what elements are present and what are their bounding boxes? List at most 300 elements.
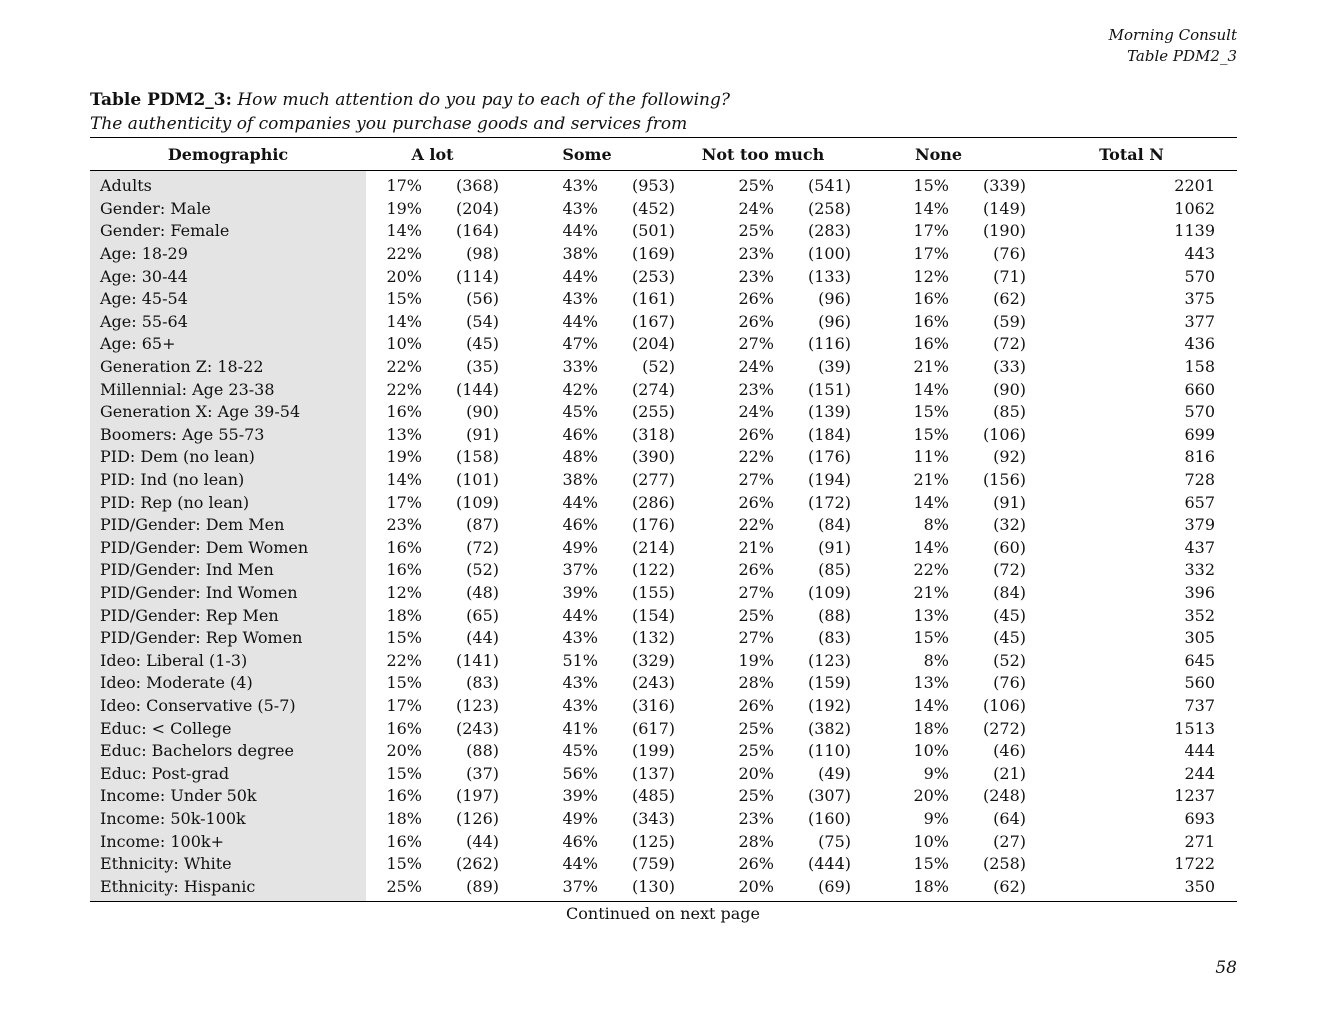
col-header-total-n: Total N: [1026, 138, 1237, 171]
total-n: 570: [1184, 266, 1215, 286]
some-percent: 44%: [562, 221, 598, 241]
not-too-much-count: (192): [807, 695, 851, 715]
a-lot-count: (141): [455, 650, 499, 670]
some-count: (452): [631, 198, 675, 218]
not-too-much-count: (176): [807, 447, 851, 467]
a-lot-count: (101): [455, 470, 499, 490]
none-percent: 9%: [923, 763, 949, 783]
demographic-label: Ideo: Conservative (5-7): [90, 695, 366, 718]
none-percent: 8%: [923, 650, 949, 670]
a-lot-percent: 23%: [386, 515, 422, 535]
a-lot-percent: 18%: [386, 808, 422, 828]
some-percent: 44%: [562, 311, 598, 331]
a-lot-count: (114): [455, 266, 499, 286]
some-count: (132): [631, 628, 675, 648]
a-lot-count: (52): [466, 560, 499, 580]
table-row: [90, 537, 1237, 560]
not-too-much-percent: 26%: [738, 695, 774, 715]
none-count: (248): [982, 786, 1026, 806]
demographic-label: PID: Dem (no lean): [90, 446, 366, 469]
not-too-much-percent: 26%: [738, 492, 774, 512]
none-count: (190): [982, 221, 1026, 241]
a-lot-percent: 10%: [386, 334, 422, 354]
table-row: [90, 604, 1237, 627]
none-percent: 21%: [913, 357, 949, 377]
some-count: (390): [631, 447, 675, 467]
demographic-label: Income: 50k-100k: [90, 808, 366, 831]
a-lot-percent: 16%: [386, 786, 422, 806]
none-percent: 14%: [913, 198, 949, 218]
none-count: (85): [993, 402, 1026, 422]
a-lot-count: (262): [455, 854, 499, 874]
demographic-label: PID/Gender: Rep Men: [90, 604, 366, 627]
page-number: 58: [1215, 958, 1237, 978]
col-header-some: Some: [499, 138, 675, 171]
demographic-label: Gender: Male: [90, 198, 366, 221]
some-count: (343): [631, 808, 675, 828]
a-lot-count: (37): [466, 763, 499, 783]
not-too-much-percent: 25%: [738, 221, 774, 241]
total-n: 728: [1184, 470, 1215, 490]
none-count: (156): [982, 470, 1026, 490]
some-percent: 43%: [562, 695, 598, 715]
none-percent: 16%: [913, 334, 949, 354]
some-percent: 43%: [562, 673, 598, 693]
some-percent: 37%: [562, 876, 598, 896]
some-percent: 46%: [562, 424, 598, 444]
table-row: [90, 853, 1237, 876]
table-caption: [90, 88, 1237, 136]
demographic-label: Income: Under 50k: [90, 785, 366, 808]
a-lot-count: (91): [466, 424, 499, 444]
not-too-much-percent: 27%: [738, 334, 774, 354]
a-lot-count: (44): [466, 628, 499, 648]
not-too-much-count: (194): [807, 470, 851, 490]
demographic-label: PID/Gender: Rep Women: [90, 627, 366, 650]
none-percent: 14%: [913, 537, 949, 557]
some-count: (204): [631, 334, 675, 354]
none-count: (71): [993, 266, 1026, 286]
table-row: [90, 695, 1237, 718]
a-lot-count: (48): [466, 582, 499, 602]
table-row: [90, 356, 1237, 379]
table-row: [90, 627, 1237, 650]
a-lot-percent: 19%: [386, 198, 422, 218]
none-count: (33): [993, 357, 1026, 377]
total-n: 699: [1184, 424, 1215, 444]
total-n: 352: [1184, 605, 1215, 625]
table-row: [90, 469, 1237, 492]
a-lot-percent: 22%: [386, 379, 422, 399]
none-count: (32): [993, 515, 1026, 535]
table-row: [90, 311, 1237, 334]
a-lot-count: (44): [466, 831, 499, 851]
none-percent: 21%: [913, 470, 949, 490]
a-lot-percent: 25%: [386, 876, 422, 896]
not-too-much-count: (283): [807, 221, 851, 241]
table-row: [90, 378, 1237, 401]
not-too-much-percent: 25%: [738, 176, 774, 196]
not-too-much-count: (123): [807, 650, 851, 670]
some-count: (274): [631, 379, 675, 399]
col-header-demographic: Demographic: [90, 138, 366, 171]
table-row: [90, 333, 1237, 356]
some-percent: 49%: [562, 537, 598, 557]
a-lot-percent: 17%: [386, 492, 422, 512]
demographic-label: Educ: Bachelors degree: [90, 740, 366, 763]
demographic-label: PID: Rep (no lean): [90, 491, 366, 514]
total-n: 437: [1184, 537, 1215, 557]
none-count: (62): [993, 876, 1026, 896]
none-percent: 12%: [913, 266, 949, 286]
a-lot-count: (87): [466, 515, 499, 535]
col-header-none: None: [851, 138, 1026, 171]
not-too-much-count: (382): [807, 718, 851, 738]
total-n: 271: [1184, 831, 1215, 851]
some-count: (255): [631, 402, 675, 422]
a-lot-percent: 19%: [386, 447, 422, 467]
none-percent: 10%: [913, 831, 949, 851]
not-too-much-percent: 19%: [738, 650, 774, 670]
none-percent: 15%: [913, 628, 949, 648]
some-percent: 51%: [562, 650, 598, 670]
none-count: (76): [993, 244, 1026, 264]
a-lot-count: (56): [466, 289, 499, 309]
some-percent: 38%: [562, 470, 598, 490]
some-count: (243): [631, 673, 675, 693]
some-percent: 38%: [562, 244, 598, 264]
not-too-much-count: (172): [807, 492, 851, 512]
a-lot-percent: 12%: [386, 582, 422, 602]
not-too-much-percent: 22%: [738, 515, 774, 535]
a-lot-count: (164): [455, 221, 499, 241]
a-lot-percent: 18%: [386, 605, 422, 625]
table-row: [90, 649, 1237, 672]
demographic-label: Educ: Post-grad: [90, 762, 366, 785]
none-percent: 15%: [913, 402, 949, 422]
table-row: [90, 875, 1237, 901]
total-n: 1513: [1174, 718, 1215, 738]
none-percent: 16%: [913, 289, 949, 309]
not-too-much-percent: 20%: [738, 876, 774, 896]
total-n: 570: [1184, 402, 1215, 422]
some-percent: 46%: [562, 831, 598, 851]
not-too-much-count: (85): [818, 560, 851, 580]
none-percent: 14%: [913, 492, 949, 512]
none-count: (258): [982, 854, 1026, 874]
not-too-much-count: (184): [807, 424, 851, 444]
a-lot-percent: 14%: [386, 311, 422, 331]
table-row: [90, 171, 1237, 198]
none-count: (59): [993, 311, 1026, 331]
none-count: (45): [993, 605, 1026, 625]
a-lot-percent: 15%: [386, 673, 422, 693]
some-percent: 44%: [562, 492, 598, 512]
table-row: [90, 220, 1237, 243]
demographic-label: PID: Ind (no lean): [90, 469, 366, 492]
table-row: [90, 740, 1237, 763]
some-count: (130): [631, 876, 675, 896]
table-row: [90, 785, 1237, 808]
some-percent: 43%: [562, 198, 598, 218]
a-lot-percent: 22%: [386, 357, 422, 377]
demographic-label: Educ: < College: [90, 717, 366, 740]
a-lot-count: (54): [466, 311, 499, 331]
some-percent: 41%: [562, 718, 598, 738]
some-count: (52): [642, 357, 675, 377]
table-row: [90, 672, 1237, 695]
none-percent: 15%: [913, 424, 949, 444]
total-n: 244: [1184, 763, 1215, 783]
a-lot-count: (65): [466, 605, 499, 625]
not-too-much-count: (541): [807, 176, 851, 196]
a-lot-percent: 14%: [386, 221, 422, 241]
total-n: 1237: [1174, 786, 1215, 806]
none-count: (60): [993, 537, 1026, 557]
some-count: (155): [631, 582, 675, 602]
a-lot-count: (88): [466, 741, 499, 761]
some-count: (485): [631, 786, 675, 806]
total-n: 1139: [1174, 221, 1215, 241]
not-too-much-count: (83): [818, 628, 851, 648]
none-count: (52): [993, 650, 1026, 670]
not-too-much-percent: 26%: [738, 854, 774, 874]
demographic-label: Ideo: Moderate (4): [90, 672, 366, 695]
demographic-label: Generation Z: 18-22: [90, 356, 366, 379]
demographic-label: Generation X: Age 39-54: [90, 401, 366, 424]
not-too-much-count: (110): [807, 741, 851, 761]
some-percent: 33%: [562, 357, 598, 377]
a-lot-percent: 15%: [386, 628, 422, 648]
demographic-label: Ideo: Liberal (1-3): [90, 649, 366, 672]
not-too-much-count: (96): [818, 311, 851, 331]
some-count: (199): [631, 741, 675, 761]
demographic-label: Age: 55-64: [90, 311, 366, 334]
some-count: (169): [631, 244, 675, 264]
some-percent: 43%: [562, 628, 598, 648]
total-n: 1722: [1174, 854, 1215, 874]
a-lot-percent: 17%: [386, 176, 422, 196]
none-count: (62): [993, 289, 1026, 309]
none-percent: 18%: [913, 876, 949, 896]
a-lot-percent: 20%: [386, 741, 422, 761]
none-count: (72): [993, 560, 1026, 580]
not-too-much-percent: 26%: [738, 311, 774, 331]
some-percent: 49%: [562, 808, 598, 828]
total-n: 560: [1184, 673, 1215, 693]
a-lot-count: (123): [455, 695, 499, 715]
table-row: [90, 717, 1237, 740]
none-percent: 14%: [913, 379, 949, 399]
demographic-label: PID/Gender: Dem Men: [90, 514, 366, 537]
not-too-much-count: (69): [818, 876, 851, 896]
none-count: (339): [982, 176, 1026, 196]
some-percent: 43%: [562, 289, 598, 309]
none-percent: 17%: [913, 244, 949, 264]
table-body: [90, 171, 1237, 902]
not-too-much-percent: 21%: [738, 537, 774, 557]
a-lot-percent: 16%: [386, 537, 422, 557]
demographic-label: Age: 45-54: [90, 288, 366, 311]
a-lot-count: (109): [455, 492, 499, 512]
not-too-much-percent: 23%: [738, 808, 774, 828]
a-lot-count: (72): [466, 537, 499, 557]
not-too-much-count: (160): [807, 808, 851, 828]
demographic-label: Boomers: Age 55-73: [90, 424, 366, 447]
some-count: (122): [631, 560, 675, 580]
none-percent: 15%: [913, 854, 949, 874]
none-count: (106): [982, 695, 1026, 715]
none-percent: 10%: [913, 741, 949, 761]
not-too-much-percent: 23%: [738, 244, 774, 264]
not-too-much-count: (444): [807, 854, 851, 874]
total-n: 375: [1184, 289, 1215, 309]
table-row: [90, 288, 1237, 311]
total-n: 657: [1184, 492, 1215, 512]
some-percent: 47%: [562, 334, 598, 354]
some-count: (167): [631, 311, 675, 331]
not-too-much-percent: 25%: [738, 741, 774, 761]
a-lot-percent: 15%: [386, 854, 422, 874]
not-too-much-count: (151): [807, 379, 851, 399]
table-row: [90, 830, 1237, 853]
a-lot-percent: 20%: [386, 266, 422, 286]
demographic-label: Age: 30-44: [90, 265, 366, 288]
table-row: [90, 762, 1237, 785]
none-percent: 13%: [913, 673, 949, 693]
a-lot-percent: 16%: [386, 560, 422, 580]
a-lot-percent: 16%: [386, 831, 422, 851]
some-count: (277): [631, 470, 675, 490]
some-count: (214): [631, 537, 675, 557]
some-percent: 37%: [562, 560, 598, 580]
not-too-much-percent: 24%: [738, 357, 774, 377]
not-too-much-percent: 27%: [738, 470, 774, 490]
not-too-much-percent: 27%: [738, 628, 774, 648]
none-percent: 9%: [923, 808, 949, 828]
none-count: (64): [993, 808, 1026, 828]
table-row: [90, 514, 1237, 537]
a-lot-count: (158): [455, 447, 499, 467]
some-percent: 39%: [562, 582, 598, 602]
total-n: 737: [1184, 695, 1215, 715]
a-lot-count: (35): [466, 357, 499, 377]
not-too-much-count: (49): [818, 763, 851, 783]
demographic-label: PID/Gender: Ind Men: [90, 559, 366, 582]
a-lot-percent: 14%: [386, 470, 422, 490]
a-lot-count: (368): [455, 176, 499, 196]
not-too-much-count: (258): [807, 198, 851, 218]
demographic-label: Adults: [90, 171, 366, 198]
running-header: [1109, 25, 1237, 67]
a-lot-count: (89): [466, 876, 499, 896]
none-count: (84): [993, 582, 1026, 602]
not-too-much-count: (91): [818, 537, 851, 557]
a-lot-percent: 22%: [386, 244, 422, 264]
total-n: 305: [1184, 628, 1215, 648]
some-percent: 45%: [562, 402, 598, 422]
header-org: Morning Consult: [1108, 26, 1237, 44]
not-too-much-percent: 23%: [738, 266, 774, 286]
some-percent: 39%: [562, 786, 598, 806]
some-count: (286): [631, 492, 675, 512]
table-row: [90, 265, 1237, 288]
a-lot-percent: 15%: [386, 289, 422, 309]
a-lot-percent: 15%: [386, 763, 422, 783]
some-percent: 48%: [562, 447, 598, 467]
none-count: (106): [982, 424, 1026, 444]
a-lot-count: (83): [466, 673, 499, 693]
a-lot-percent: 17%: [386, 695, 422, 715]
some-percent: 45%: [562, 741, 598, 761]
a-lot-percent: 22%: [386, 650, 422, 670]
some-count: (161): [631, 289, 675, 309]
results-table: [90, 137, 1237, 902]
table-row: [90, 808, 1237, 831]
table-row: [90, 446, 1237, 469]
total-n: 816: [1184, 447, 1215, 467]
total-n: 332: [1184, 560, 1215, 580]
demographic-label: Millennial: Age 23-38: [90, 378, 366, 401]
not-too-much-count: (88): [818, 605, 851, 625]
some-count: (253): [631, 266, 675, 286]
some-count: (318): [631, 424, 675, 444]
table-row: [90, 243, 1237, 266]
none-percent: 11%: [913, 447, 949, 467]
demographic-label: Ethnicity: Hispanic: [90, 875, 366, 901]
not-too-much-count: (96): [818, 289, 851, 309]
total-n: 436: [1184, 334, 1215, 354]
not-too-much-percent: 24%: [738, 402, 774, 422]
demographic-label: Ethnicity: White: [90, 853, 366, 876]
demographic-label: PID/Gender: Ind Women: [90, 582, 366, 605]
none-count: (92): [993, 447, 1026, 467]
table-header-row: [90, 138, 1237, 171]
a-lot-count: (144): [455, 379, 499, 399]
total-n: 350: [1184, 876, 1215, 896]
col-header-a-lot: A lot: [366, 138, 499, 171]
not-too-much-percent: 25%: [738, 605, 774, 625]
none-count: (46): [993, 741, 1026, 761]
not-too-much-count: (116): [807, 334, 851, 354]
some-count: (316): [631, 695, 675, 715]
not-too-much-count: (159): [807, 673, 851, 693]
demographic-label: PID/Gender: Dem Women: [90, 537, 366, 560]
none-percent: 16%: [913, 311, 949, 331]
none-count: (72): [993, 334, 1026, 354]
not-too-much-count: (139): [807, 402, 851, 422]
none-count: (27): [993, 831, 1026, 851]
none-count: (91): [993, 492, 1026, 512]
total-n: 443: [1184, 244, 1215, 264]
a-lot-count: (126): [455, 808, 499, 828]
not-too-much-count: (84): [818, 515, 851, 535]
total-n: 693: [1184, 808, 1215, 828]
not-too-much-count: (39): [818, 357, 851, 377]
table-row: [90, 559, 1237, 582]
not-too-much-count: (109): [807, 582, 851, 602]
not-too-much-percent: 25%: [738, 786, 774, 806]
a-lot-count: (98): [466, 244, 499, 264]
not-too-much-percent: 26%: [738, 560, 774, 580]
none-count: (149): [982, 198, 1026, 218]
some-percent: 44%: [562, 854, 598, 874]
demographic-label: Income: 100k+: [90, 830, 366, 853]
not-too-much-count: (307): [807, 786, 851, 806]
none-percent: 8%: [923, 515, 949, 535]
some-percent: 44%: [562, 266, 598, 286]
some-percent: 44%: [562, 605, 598, 625]
